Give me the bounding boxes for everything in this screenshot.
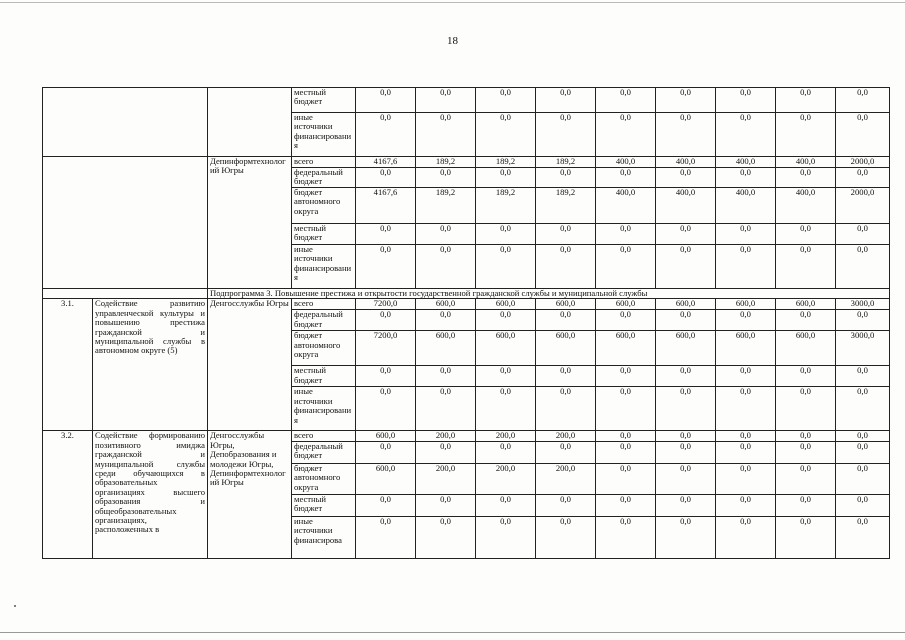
value-cell: 0,0	[836, 431, 890, 441]
value-cell: 0,0	[656, 494, 716, 516]
value-cell: 0,0	[716, 88, 776, 113]
value-cell: 0,0	[416, 366, 476, 387]
funding-type: иные источники финансирования	[292, 113, 356, 157]
value-cell: 0,0	[656, 88, 716, 113]
value-cell: 0,0	[776, 224, 836, 245]
value-cell: 189,2	[476, 157, 536, 168]
value-cell: 0,0	[596, 516, 656, 558]
value-cell: 0,0	[836, 168, 890, 188]
funding-type: всего	[292, 299, 356, 310]
value-cell: 0,0	[536, 245, 596, 289]
value-cell: 0,0	[476, 516, 536, 558]
value-cell: 0,0	[776, 113, 836, 157]
value-cell: 600,0	[476, 299, 536, 310]
funding-type: иные источники финансирования	[292, 245, 356, 289]
value-cell: 0,0	[596, 494, 656, 516]
value-cell: 0,0	[596, 113, 656, 157]
executor-cell: Дeнгосслужбы Югры	[208, 299, 292, 431]
value-cell: 600,0	[716, 299, 776, 310]
value-cell: 0,0	[836, 88, 890, 113]
value-cell: 600,0	[416, 331, 476, 366]
value-cell: 0,0	[416, 516, 476, 558]
value-cell: 0,0	[596, 463, 656, 494]
value-cell: 0,0	[356, 441, 416, 463]
value-cell: 400,0	[776, 157, 836, 168]
value-cell: 600,0	[536, 331, 596, 366]
value-cell: 0,0	[836, 113, 890, 157]
value-cell: 0,0	[836, 224, 890, 245]
value-cell: 0,0	[836, 366, 890, 387]
item-code: 3.2.	[43, 431, 93, 558]
value-cell: 0,0	[776, 168, 836, 188]
value-cell: 200,0	[416, 463, 476, 494]
value-cell: 0,0	[536, 441, 596, 463]
funding-type: всего	[292, 431, 356, 441]
value-cell: 0,0	[656, 245, 716, 289]
value-cell: 0,0	[596, 441, 656, 463]
value-cell: 0,0	[416, 245, 476, 289]
value-cell: 0,0	[656, 431, 716, 441]
value-cell: 0,0	[536, 168, 596, 188]
value-cell: 4167,6	[356, 157, 416, 168]
value-cell: 0,0	[536, 88, 596, 113]
value-cell: 0,0	[716, 224, 776, 245]
value-cell: 200,0	[416, 431, 476, 441]
value-cell: 0,0	[416, 168, 476, 188]
value-cell: 0,0	[776, 431, 836, 441]
value-cell: 0,0	[716, 441, 776, 463]
value-cell: 0,0	[356, 366, 416, 387]
value-cell: 0,0	[596, 310, 656, 331]
value-cell: 0,0	[836, 516, 890, 558]
value-cell: 0,0	[836, 494, 890, 516]
value-cell: 200,0	[536, 463, 596, 494]
funding-type: местный бюджет	[292, 88, 356, 113]
value-cell: 0,0	[776, 366, 836, 387]
value-cell: 0,0	[416, 441, 476, 463]
value-cell: 0,0	[476, 387, 536, 431]
value-cell: 400,0	[716, 188, 776, 224]
empty-cell	[43, 157, 208, 289]
value-cell: 0,0	[356, 310, 416, 331]
executor-cell: Дeнгосслужбы Югры, Депобразования и молодежи Югры, Депинформтехнологий Югры	[208, 431, 292, 558]
value-cell: 0,0	[536, 224, 596, 245]
value-cell: 0,0	[356, 245, 416, 289]
value-cell: 0,0	[836, 245, 890, 289]
value-cell: 0,0	[776, 310, 836, 331]
table-row	[43, 157, 890, 168]
funding-type: иные источники финансирова	[292, 516, 356, 558]
value-cell: 0,0	[596, 245, 656, 289]
value-cell: 0,0	[716, 516, 776, 558]
empty-executor-cell	[208, 88, 292, 157]
value-cell: 0,0	[416, 88, 476, 113]
value-cell: 0,0	[536, 387, 596, 431]
value-cell: 600,0	[656, 331, 716, 366]
subprogram-row	[43, 289, 890, 299]
value-cell: 0,0	[476, 366, 536, 387]
value-cell: 0,0	[656, 168, 716, 188]
value-cell: 400,0	[776, 188, 836, 224]
value-cell: 0,0	[356, 494, 416, 516]
value-cell: 0,0	[716, 463, 776, 494]
value-cell: 3000,0	[836, 299, 890, 310]
value-cell: 0,0	[776, 245, 836, 289]
empty-cell	[43, 289, 208, 299]
value-cell: 0,0	[476, 494, 536, 516]
value-cell: 0,0	[596, 224, 656, 245]
value-cell: 0,0	[356, 113, 416, 157]
funding-type: всего	[292, 157, 356, 168]
value-cell: 0,0	[416, 494, 476, 516]
value-cell: 0,0	[716, 310, 776, 331]
value-cell: 7200,0	[356, 299, 416, 310]
value-cell: 189,2	[536, 188, 596, 224]
value-cell: 0,0	[656, 463, 716, 494]
value-cell: 400,0	[596, 157, 656, 168]
value-cell: 0,0	[476, 245, 536, 289]
table-body	[43, 88, 890, 559]
value-cell: 0,0	[476, 310, 536, 331]
funding-type: местный бюджет	[292, 224, 356, 245]
value-cell: 189,2	[536, 157, 596, 168]
funding-type: бюджет автономного округа	[292, 331, 356, 366]
value-cell: 0,0	[836, 310, 890, 331]
value-cell: 200,0	[536, 431, 596, 441]
funding-type: местный бюджет	[292, 366, 356, 387]
value-cell: 200,0	[476, 431, 536, 441]
value-cell: 0,0	[356, 387, 416, 431]
value-cell: 0,0	[716, 366, 776, 387]
value-cell: 0,0	[656, 366, 716, 387]
value-cell: 189,2	[416, 188, 476, 224]
item-code: 3.1.	[43, 299, 93, 431]
value-cell: 400,0	[596, 188, 656, 224]
value-cell: 600,0	[776, 331, 836, 366]
value-cell: 0,0	[656, 224, 716, 245]
value-cell: 0,0	[656, 516, 716, 558]
value-cell: 600,0	[356, 431, 416, 441]
funding-type: федеральный бюджет	[292, 310, 356, 331]
value-cell: 0,0	[356, 224, 416, 245]
value-cell: 0,0	[776, 494, 836, 516]
value-cell: 600,0	[596, 331, 656, 366]
executor-cell: Депинформтехнологий Югры	[208, 157, 292, 289]
table-row	[43, 299, 890, 310]
funding-type: федеральный бюджет	[292, 168, 356, 188]
value-cell: 200,0	[476, 463, 536, 494]
value-cell: 0,0	[716, 245, 776, 289]
value-cell: 0,0	[596, 431, 656, 441]
value-cell: 0,0	[536, 310, 596, 331]
funding-type: иные источники финансирования	[292, 387, 356, 431]
value-cell: 0,0	[476, 113, 536, 157]
value-cell: 189,2	[476, 188, 536, 224]
value-cell: 0,0	[536, 113, 596, 157]
value-cell: 0,0	[716, 387, 776, 431]
scan-edge-bottom	[0, 632, 905, 633]
value-cell: 0,0	[476, 88, 536, 113]
value-cell: 0,0	[716, 494, 776, 516]
scan-edge-top	[0, 2, 905, 3]
value-cell: 600,0	[656, 299, 716, 310]
value-cell: 0,0	[416, 387, 476, 431]
value-cell: 0,0	[596, 387, 656, 431]
value-cell: 0,0	[476, 168, 536, 188]
value-cell: 400,0	[716, 157, 776, 168]
value-cell: 0,0	[716, 113, 776, 157]
funding-type: местный бюджет	[292, 494, 356, 516]
value-cell: 0,0	[836, 463, 890, 494]
value-cell: 0,0	[776, 463, 836, 494]
value-cell: 0,0	[716, 168, 776, 188]
value-cell: 2000,0	[836, 157, 890, 168]
value-cell: 0,0	[656, 387, 716, 431]
scan-speck	[14, 605, 16, 607]
value-cell: 7200,0	[356, 331, 416, 366]
value-cell: 600,0	[416, 299, 476, 310]
value-cell: 0,0	[596, 88, 656, 113]
budget-table	[42, 87, 890, 559]
value-cell: 3000,0	[836, 331, 890, 366]
value-cell: 0,0	[596, 168, 656, 188]
value-cell: 0,0	[776, 387, 836, 431]
value-cell: 0,0	[776, 516, 836, 558]
value-cell: 600,0	[536, 299, 596, 310]
page-number: 18	[447, 35, 458, 47]
value-cell: 0,0	[356, 168, 416, 188]
value-cell: 0,0	[536, 494, 596, 516]
value-cell: 0,0	[416, 113, 476, 157]
value-cell: 0,0	[356, 88, 416, 113]
table-row	[43, 88, 890, 113]
value-cell: 600,0	[776, 299, 836, 310]
value-cell: 0,0	[536, 516, 596, 558]
value-cell: 0,0	[656, 441, 716, 463]
item-name: Содействие формированию позитивного имиджа гражданской и муниципальной службы среди обучающихся в образовательных организациях высшего образования и общеобразовательных организациях, расположенных в	[93, 431, 208, 558]
value-cell: 0,0	[776, 88, 836, 113]
item-name: Содействие развитию управленческой культуры и повышению престижа гражданской и муниципальной службы в автономном округе (5)	[93, 299, 208, 431]
value-cell: 600,0	[596, 299, 656, 310]
value-cell: 0,0	[476, 224, 536, 245]
value-cell: 0,0	[656, 113, 716, 157]
value-cell: 600,0	[356, 463, 416, 494]
value-cell: 2000,0	[836, 188, 890, 224]
value-cell: 0,0	[776, 441, 836, 463]
value-cell: 4167,6	[356, 188, 416, 224]
value-cell: 0,0	[416, 310, 476, 331]
funding-type: бюджет автономного округа	[292, 188, 356, 224]
funding-type: бюджет автономного округа	[292, 463, 356, 494]
value-cell: 0,0	[416, 224, 476, 245]
funding-type: федеральный бюджет	[292, 441, 356, 463]
value-cell: 600,0	[476, 331, 536, 366]
value-cell: 0,0	[836, 387, 890, 431]
value-cell: 0,0	[836, 441, 890, 463]
value-cell: 0,0	[596, 366, 656, 387]
value-cell: 400,0	[656, 188, 716, 224]
value-cell: 0,0	[716, 431, 776, 441]
value-cell: 600,0	[716, 331, 776, 366]
subprogram-title: Подпрограмма 3. Повышение престижа и открытости государственной гражданской службы и муниципальной службы	[208, 289, 890, 299]
value-cell: 189,2	[416, 157, 476, 168]
value-cell: 0,0	[656, 310, 716, 331]
table-row	[43, 431, 890, 441]
value-cell: 0,0	[476, 441, 536, 463]
value-cell: 400,0	[656, 157, 716, 168]
value-cell: 0,0	[356, 516, 416, 558]
value-cell: 0,0	[536, 366, 596, 387]
empty-cell	[43, 88, 208, 157]
